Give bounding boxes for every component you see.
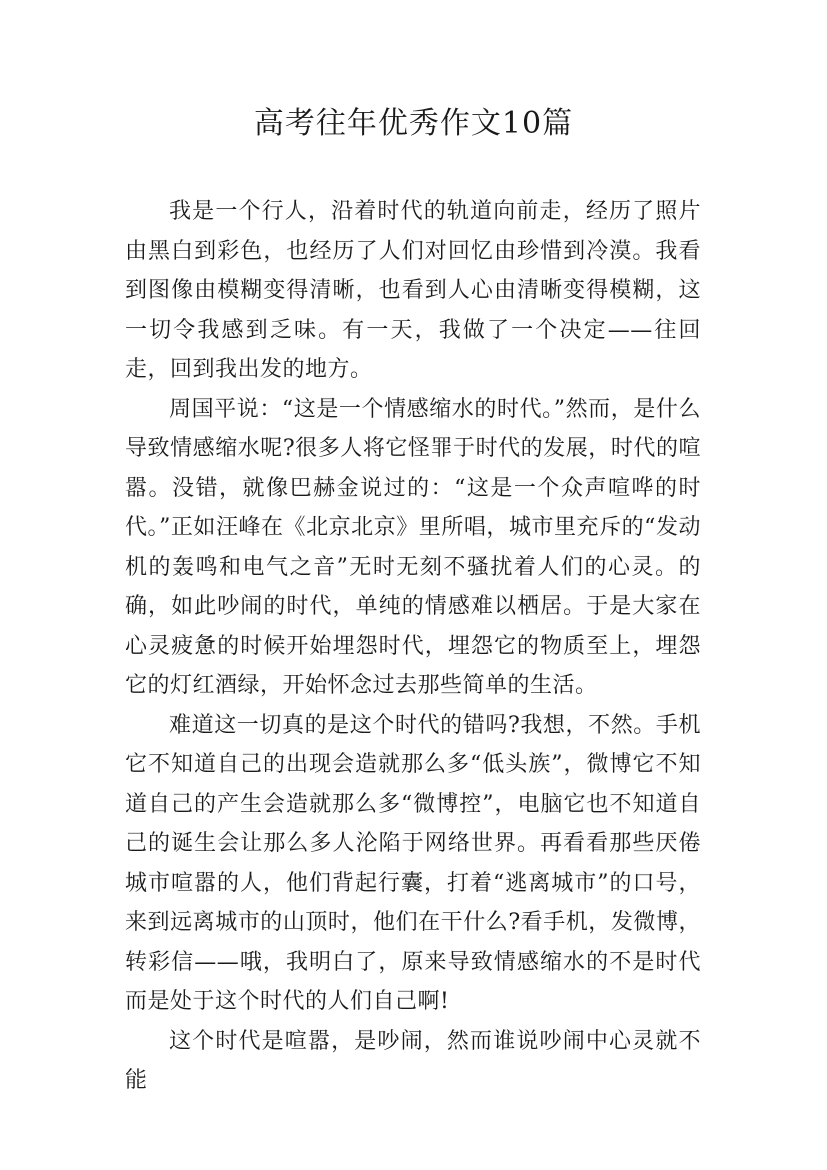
document-title: 高考往年优秀作文10篇 <box>253 106 574 141</box>
paragraph: 周国平说：“这是一个情感缩水的时代。”然而，是什么导致情感缩水呢?很多人将它怪罪于时代的发展，时代的喧嚣。没错，就像巴赫金说过的：“这是一个众声喧哗的时代。”正如汪峰在《北京北京》里所唱，城市里充斥的“发动机的轰鸣和电气之音”无时无刻不骚扰着人们的心灵。的确，如此吵闹的时代，单纯的情感难以栖居。于是大家在心灵疲惫的时候开始埋怨时代，埋怨它的物质至上，埋怨它的灯红酒绿，开始怀念过去那些简单的生活。 <box>125 396 701 698</box>
paragraph: 我是一个行人，沿着时代的轨道向前走，经历了照片由黑白到彩色，也经历了人们对回忆由珍惜到冷漠。我看到图像由模糊变得清晰，也看到人心由清晰变得模糊，这一切令我感到乏味。有一天，我做了一个决定——往回走，回到我出发的地方。 <box>125 199 701 382</box>
paragraph: 难道这一切真的是这个时代的错吗?我想，不然。手机它不知道自己的出现会造就那么多“低头族”，微博它不知道自己的产生会造就那么多“微博控”，电脑它也不知道自己的诞生会让那么多人沦陷于网络世界。再看看那些厌倦城市喧嚣的人，他们背起行囊，打着“逃离城市”的口号，来到远离城市的山顶时，他们在干什么?看手机，发微博，转彩信——哦，我明白了，原来导致情感缩水的不是时代而是处于这个时代的人们自己啊! <box>125 712 701 1014</box>
document-body <box>125 192 701 1101</box>
paragraph: 这个时代是喧嚣，是吵闹，然而谁说吵闹中心灵就不能 <box>125 1028 701 1093</box>
